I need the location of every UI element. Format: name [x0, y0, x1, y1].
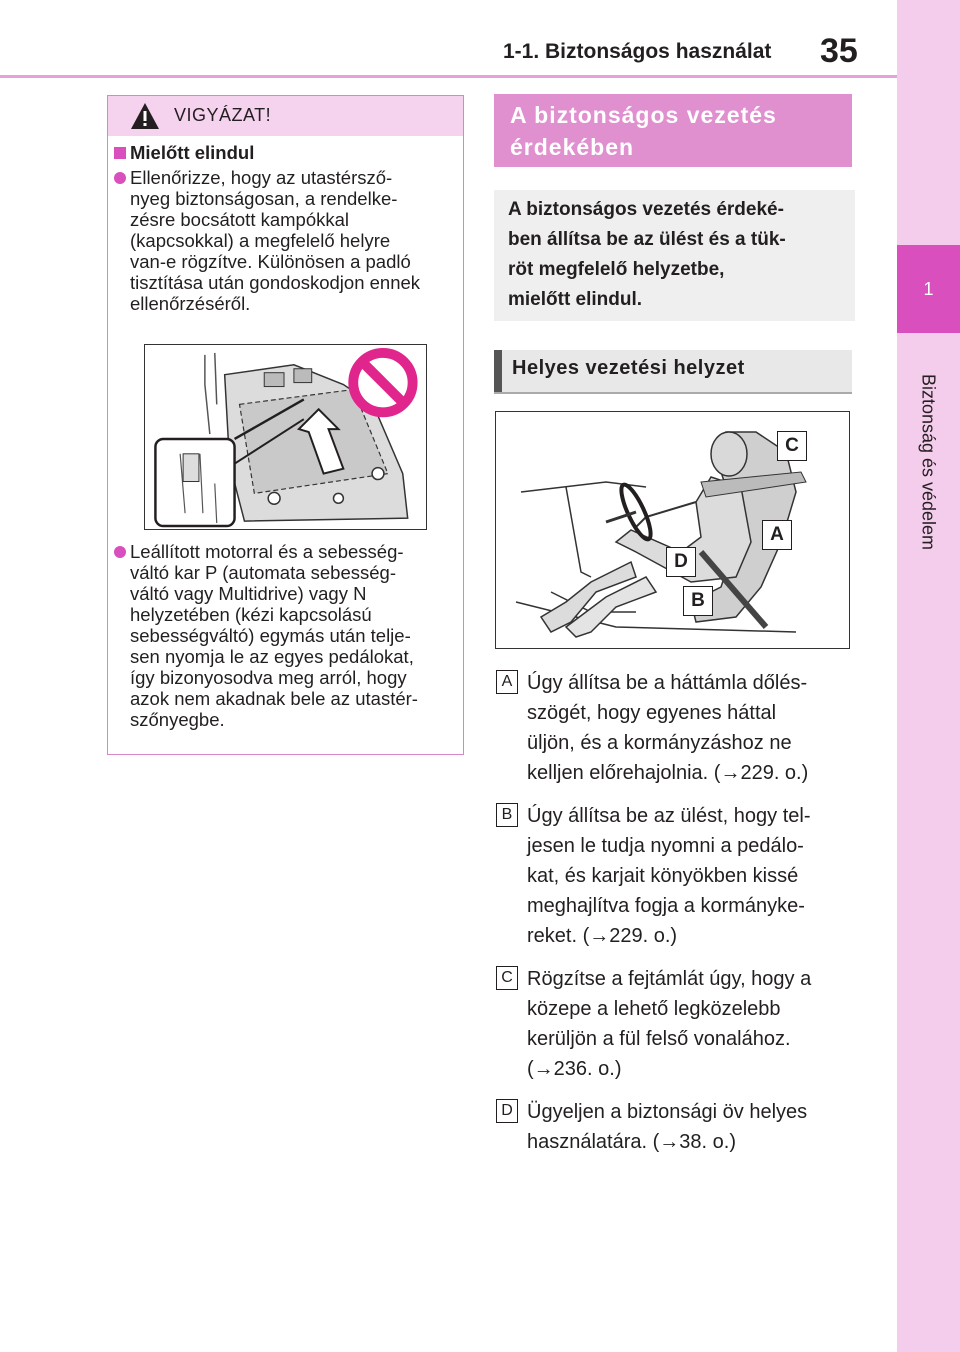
text-line: ben állítsa be az ülést és a tük-	[508, 229, 786, 250]
chapter-tab	[897, 245, 960, 333]
header-divider	[0, 75, 897, 78]
warning-heading: Mielőtt elindul	[130, 142, 255, 163]
text-line: (→236. o.)	[527, 1058, 622, 1080]
warning-triangle-icon	[130, 102, 160, 130]
text-line: mielőtt elindul.	[508, 289, 643, 310]
text-line: van-e rögzítve. Különösen a padló	[130, 251, 411, 272]
text-line: szögét, hogy egyenes háttal	[527, 702, 777, 724]
item-label-a: A	[496, 670, 518, 694]
text-line: Ügyeljen a biztonsági öv helyes	[527, 1101, 808, 1123]
chapter-label: Biztonság és védelem	[918, 373, 939, 551]
text-line: Úgy állítsa be a háttámla dőlés-	[527, 672, 808, 694]
text-line: ellenőrzéséről.	[130, 293, 251, 314]
warning-header	[108, 96, 463, 136]
intro-text	[508, 195, 848, 315]
text-line: helyzetében (kézi kapcsolású	[130, 604, 372, 625]
warning-box	[107, 95, 464, 755]
chapter-side-strip	[897, 0, 960, 1352]
text-line: Úgy állítsa be az ülést, hogy tel-	[527, 805, 811, 827]
text-line: kelljen előrehajolnia. (→229. o.)	[527, 762, 809, 784]
title-line: A biztonságos vezetés	[510, 102, 777, 128]
title-line: érdekében	[510, 134, 635, 160]
text-line: használatára. (→38. o.)	[527, 1131, 736, 1153]
item-label-b: B	[496, 803, 518, 827]
warning-title: VIGYÁZAT!	[174, 105, 272, 125]
item-a-text	[527, 668, 847, 788]
subheading-text: Helyes vezetési helyzet	[512, 357, 745, 379]
text-line: Rögzítse a fejtámlát úgy, hogy a	[527, 968, 812, 990]
running-header: 1-1. Biztonságos használat	[503, 40, 772, 63]
section-title-box	[494, 94, 852, 167]
text-line: meghajlítva fogja a kormányke-	[527, 895, 805, 917]
section-title	[510, 99, 840, 163]
driving-posture-illustration	[495, 411, 850, 649]
text-line: A biztonságos vezetés érdeké-	[508, 199, 784, 220]
text-line: közepe a lehető legközelebb	[527, 998, 781, 1020]
item-label-d: D	[496, 1099, 518, 1123]
text-line: Ellenőrizze, hogy az utastérsző-	[130, 167, 393, 188]
text-line: sen nyomja le az egyes pedálokat,	[130, 646, 414, 667]
text-line: kat, és karjait könyökben kissé	[527, 865, 799, 887]
text-line: így bizonyosodva meg arról, hogy	[130, 667, 407, 688]
text-line: sebességváltó) egymás után telje-	[130, 625, 411, 646]
text-line: szőnyegbe.	[130, 709, 225, 730]
text-line: üljön, és a kormányzáshoz ne	[527, 732, 792, 754]
item-d-text	[527, 1097, 847, 1157]
callout-b: B	[683, 586, 713, 616]
text-line: kerüljön a fül felső vonalához.	[527, 1028, 791, 1050]
text-line: váltó vagy Multidrive) vagy N	[130, 583, 367, 604]
item-label-c: C	[496, 966, 518, 990]
callout-d: D	[666, 547, 696, 577]
bullet-dot-icon	[114, 546, 126, 558]
text-line: váltó kar P (automata sebesség-	[130, 562, 396, 583]
warning-bullet-2	[130, 541, 418, 730]
text-line: nyeg biztonságosan, a rendelke-	[130, 188, 398, 209]
item-c-text	[527, 964, 847, 1084]
text-line: (kapcsokkal) a megfelelő helyre	[130, 230, 391, 251]
text-line: jesen le tudja nyomni a pedálo-	[527, 835, 804, 857]
subheading	[494, 350, 852, 394]
floor-mat-illustration	[144, 344, 427, 530]
text-line: Leállított motorral és a sebesség-	[130, 541, 404, 562]
page-number: 35	[820, 32, 858, 70]
chapter-number: 1	[923, 278, 934, 299]
text-line: reket. (→229. o.)	[527, 925, 678, 947]
item-b-text	[527, 801, 847, 951]
callout-c: C	[777, 431, 807, 461]
square-bullet-icon	[114, 147, 126, 159]
text-line: azok nem akadnak bele az utastér-	[130, 688, 418, 709]
text-line: zésre bocsátott kampókkal	[130, 209, 350, 230]
warning-bullet-1	[130, 167, 420, 314]
text-line: röt megfelelő helyzetbe,	[508, 259, 725, 280]
intro-box	[494, 190, 855, 321]
callout-a: A	[762, 520, 792, 550]
bullet-dot-icon	[114, 172, 126, 184]
subheading-bar	[494, 350, 502, 392]
text-line: tisztítása után gondoskodjon ennek	[130, 272, 421, 293]
